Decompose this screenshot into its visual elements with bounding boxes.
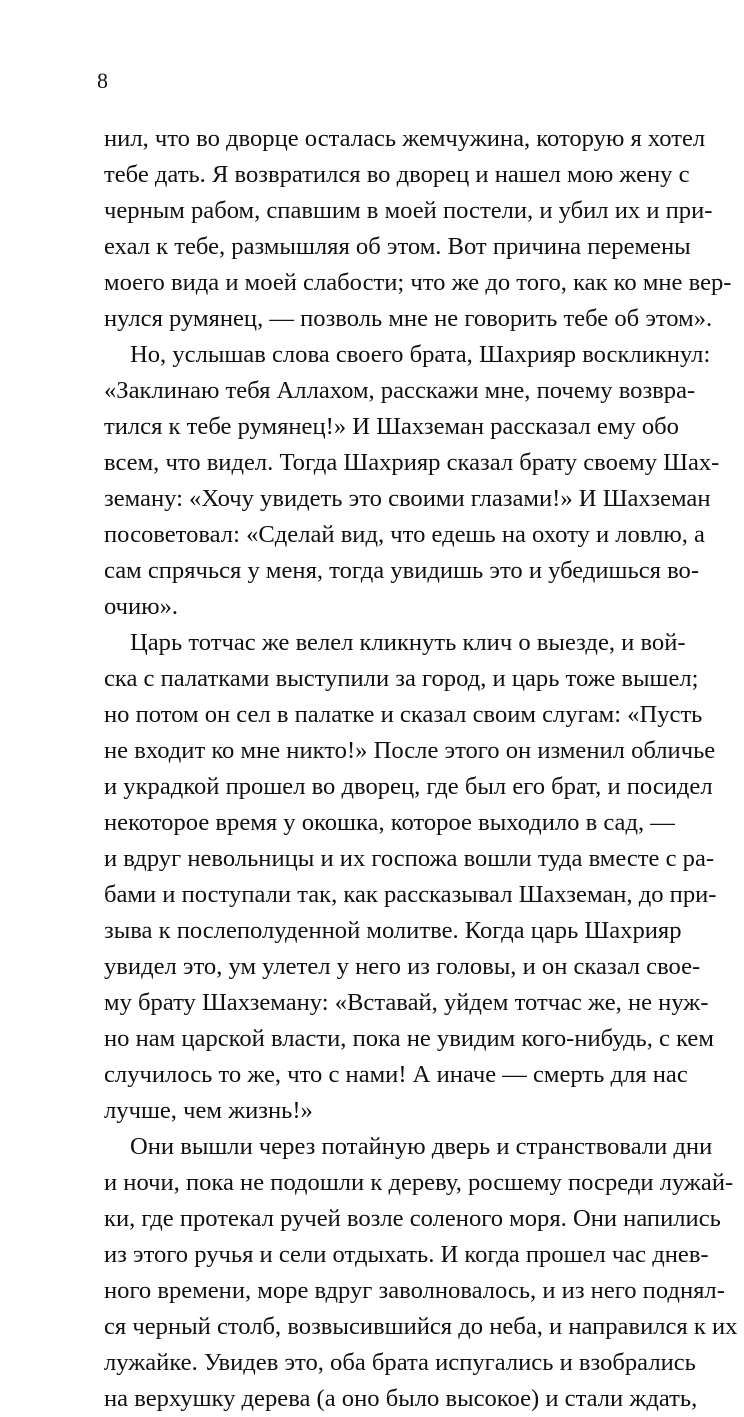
paragraph [104, 625, 717, 1129]
text-line: ного времени, море вдруг заволновалось, и из него поднял- [104, 1277, 725, 1304]
text-line: Они вышли через потайную дверь и странствовали дни [130, 1133, 713, 1160]
text-line: му брату Шахземану: «Вставай, уйдем тотчас же, не нуж- [104, 989, 709, 1016]
text-line: и вдруг невольницы и их госпожа вошли туда вместе с ра- [104, 845, 715, 872]
text-line: очию». [104, 593, 179, 620]
text-line: и украдкой прошел во дворец, где был его брат, и посидел [104, 773, 713, 800]
text-line: нулся румянец, — позволь мне не говорить тебе об этом». [104, 305, 713, 332]
text-line: Царь тотчас же велел кликнуть клич о выезде, и вой- [130, 629, 686, 656]
text-line: ехал к тебе, размышляя об этом. Вот причина перемены [104, 233, 691, 260]
text-line: ска с палатками выступили за город, и царь тоже вышел; [104, 665, 699, 692]
text-line: нил, что во дворце осталась жемчужина, которую я хотел [104, 125, 706, 152]
text-line: ся черный столб, возвысившийся до неба, и направился к их [104, 1313, 738, 1340]
text-line: на верхушку дерева (а оно было высокое) и стали ждать, [104, 1385, 698, 1412]
text-line: черным рабом, спавшим в моей постели, и убил их и при- [104, 197, 713, 224]
text-line: некоторое время у окошка, которое выходило в сад, — [104, 809, 675, 836]
text-line: но потом он сел в палатке и сказал своим слугам: «Пусть [104, 701, 703, 728]
text-line: тился к тебе румянец!» И Шахземан рассказал ему обо [104, 413, 679, 440]
page-number: 8 [97, 68, 108, 93]
text-line: посоветовал: «Сделай вид, что едешь на охоту и ловлю, а [104, 521, 705, 548]
text-line: земану: «Хочу увидеть это своими глазами!» И Шахземан [104, 485, 711, 512]
text-line: не входит ко мне никто!» После этого он изменил обличье [104, 737, 716, 764]
text-line: бами и поступали так, как рассказывал Шахземан, до при- [104, 881, 717, 908]
paragraph [104, 1129, 738, 1417]
paragraph [104, 337, 720, 625]
text-line: случилось то же, что с нами! А иначе — смерть для нас [104, 1061, 688, 1088]
text-line: сам спрячься у меня, тогда увидишь это и убедишься во- [104, 557, 700, 584]
text-line: увидел это, ум улетел у него из головы, и он сказал свое- [104, 953, 701, 980]
text-line: но нам царской власти, пока не увидим кого-нибудь, с кем [104, 1025, 714, 1052]
text-line: лучше, чем жизнь!» [104, 1097, 313, 1124]
text-line: всем, что видел. Тогда Шахрияр сказал брату своему Шах- [104, 449, 720, 476]
text-line: моего вида и моей слабости; что же до того, как ко мне вер- [104, 269, 732, 296]
text-line: ки, где протекал ручей возле соленого моря. Они напились [104, 1205, 721, 1232]
paragraph [104, 121, 732, 337]
text-line: из этого ручья и сели отдыхать. И когда прошел час днев- [104, 1241, 709, 1268]
text-line: «Заклинаю тебя Аллахом, расскажи мне, почему возвра- [104, 377, 696, 404]
text-line: лужайке. Увидев это, оба брата испугались и взобрались [104, 1349, 696, 1376]
text-line: и ночи, пока не подошли к дереву, росшему посреди лужай- [104, 1169, 734, 1196]
body-text [104, 121, 738, 1417]
text-line: Но, услышав слова своего брата, Шахрияр воскликнул: [130, 341, 711, 368]
text-line: тебе дать. Я возвратился во дворец и нашел мою жену с [104, 161, 690, 188]
text-line: зыва к послеполуденной молитве. Когда царь Шахрияр [104, 917, 682, 944]
